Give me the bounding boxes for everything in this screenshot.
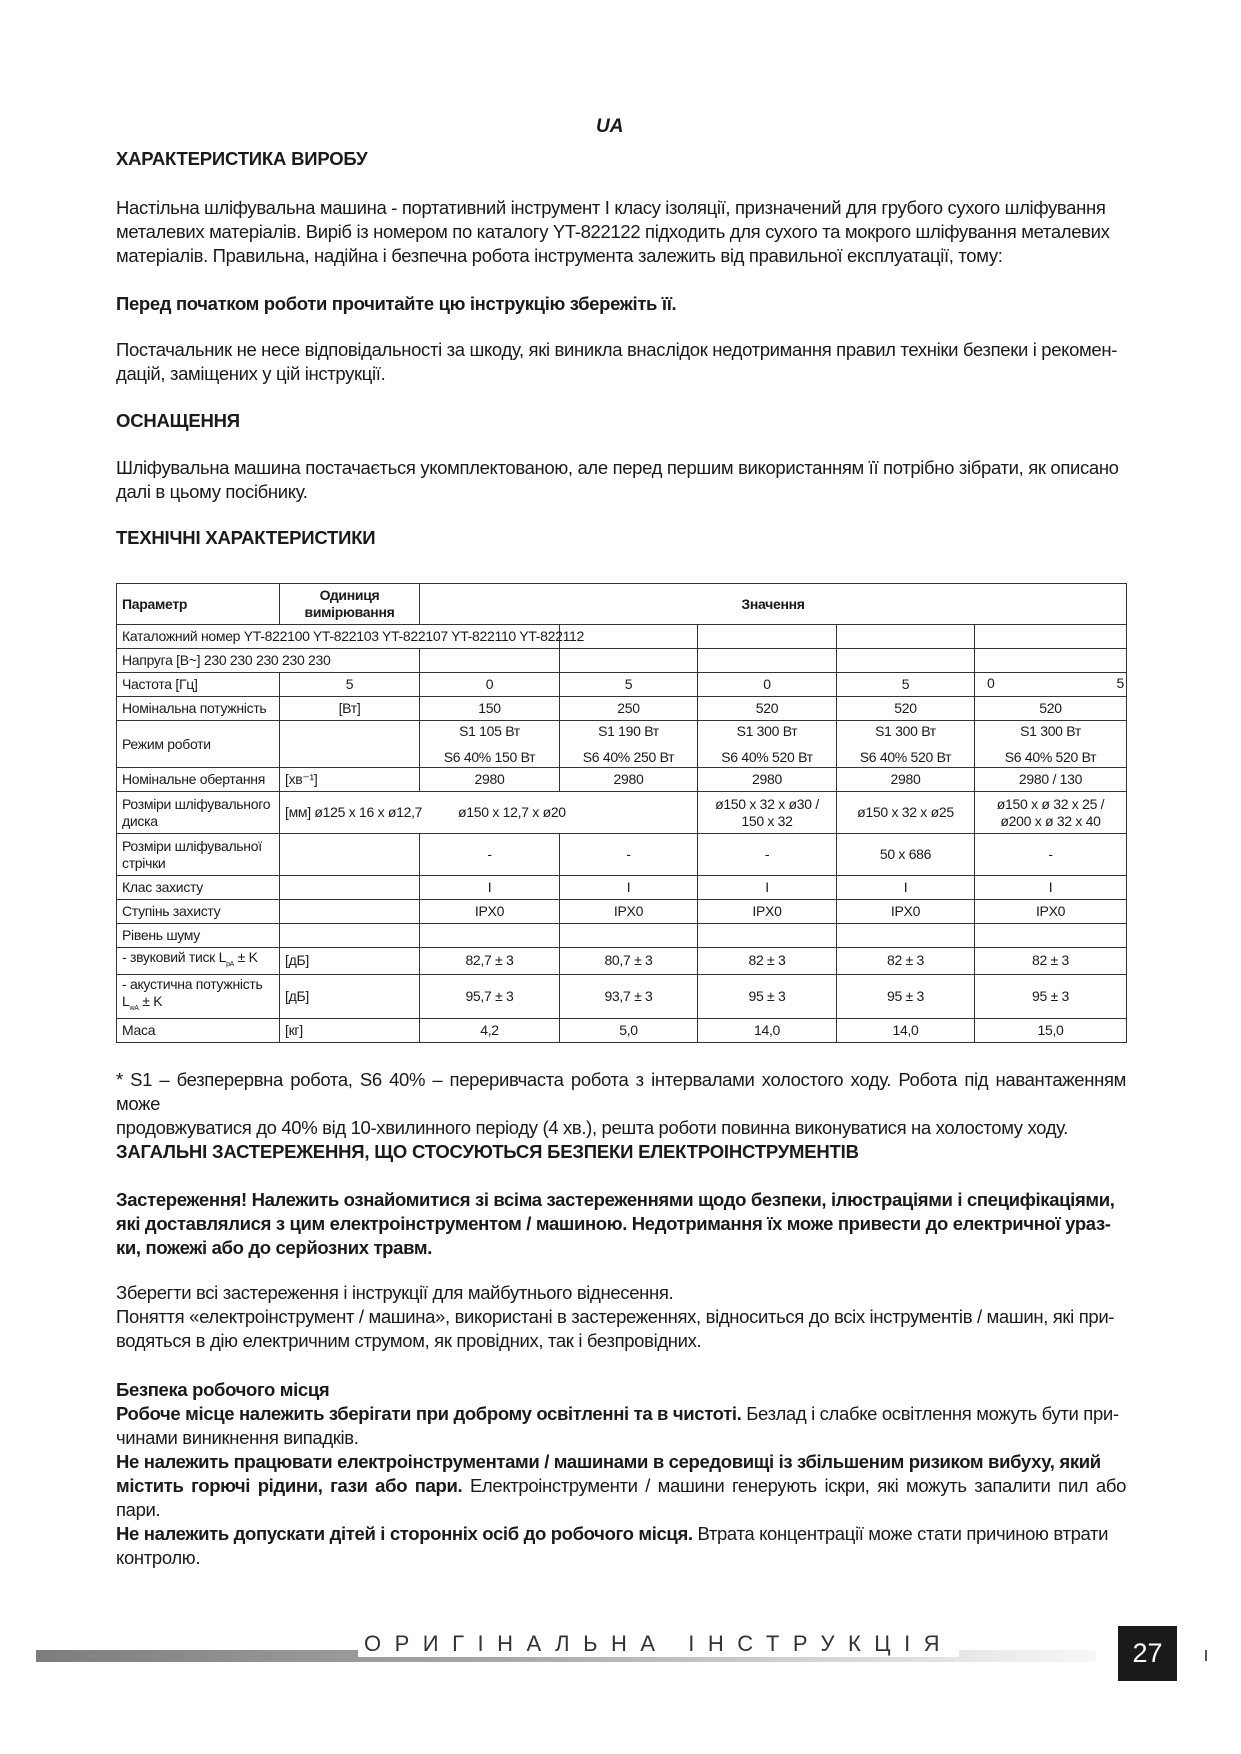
value-cell: 95 ± 3	[698, 974, 837, 1018]
text-line: Постачальник не несе відповідальності за шкоду, які виникла внаслідок недотримання правил техніки безпеки і рекомен-	[116, 339, 1118, 360]
text-line: Поняття «електроінструмент / машина», використані в застереженнях, відноситься до всіх інструментів / машин, які при-	[116, 1306, 1115, 1327]
frequency-label: Частота [Гц]	[117, 673, 280, 697]
mode-s1: S1 300 Вт	[736, 723, 798, 739]
equipment-title: ОСНАЩЕННЯ	[116, 410, 240, 431]
header-unit-line: вимірювання	[304, 604, 395, 620]
value-cell: 0	[420, 673, 560, 697]
value-cell: 5	[560, 673, 698, 697]
text: Електроінструменти / машини генерують іскри, які можуть запалити пил або пари.	[116, 1475, 1127, 1520]
text: Втрата концентрації може стати причиною втрати	[692, 1523, 1109, 1544]
value-cell: 15,0	[975, 1018, 1127, 1042]
header-parameter: Параметр	[117, 584, 280, 625]
bold-text: Робоче місце належить зберігати при доброму освітленні та в чистоті.	[116, 1403, 742, 1424]
value-cell: -	[420, 834, 560, 876]
noise-label: Рівень шуму	[117, 924, 280, 948]
liability-note	[116, 338, 1126, 386]
text-line: дацій, заміщених у цій інструкції.	[116, 363, 386, 384]
value-cell	[420, 721, 560, 768]
value-cell	[975, 792, 1127, 834]
empty-cell	[975, 924, 1127, 948]
text-line: Настільна шліфувальна машина - портативний інструмент I класу ізоляції, призначений для грубого сухого шліфування	[116, 197, 1106, 218]
label-subscript: wA	[129, 1004, 139, 1012]
value-cell: 95 ± 3	[975, 974, 1127, 1018]
value-cell	[698, 792, 837, 834]
unit-cell: [кг]	[280, 1018, 420, 1042]
label-line: Розміри шліфувального	[122, 795, 271, 812]
value-cell: I	[420, 876, 560, 900]
text-line: чинами виникнення випадків.	[116, 1427, 359, 1448]
tech-specs-table	[116, 583, 1127, 1043]
workplace-title: Безпека робочого місця	[116, 1379, 330, 1400]
value-cell: 95,7 ± 3	[420, 974, 560, 1018]
mode-footnote	[116, 1068, 1126, 1140]
mode-s6: S6 40% 520 Вт	[1004, 749, 1097, 765]
text-line: Шліфувальна машина постачається укомплектованою, але перед першим використанням її потрібно зібрати, як описано	[116, 457, 1119, 478]
value-line: ø150 x ø 32 x 25 /	[996, 795, 1105, 812]
value-cell	[698, 721, 837, 768]
value-text: 0	[987, 675, 995, 691]
mode-s6: S6 40% 520 Вт	[859, 749, 952, 765]
value-cell: 150	[420, 697, 560, 721]
empty-cell	[975, 625, 1127, 649]
value-cell: IPX0	[975, 900, 1127, 924]
value-cell: 5,0	[560, 1018, 698, 1042]
table-row-speed	[117, 768, 1127, 792]
header-unit-line: Одиниця	[319, 587, 380, 603]
mass-label: Маса	[117, 1018, 280, 1042]
unit-cell: [дБ]	[280, 948, 420, 975]
table-row-belt	[117, 834, 1127, 876]
class-label: Клас захисту	[117, 876, 280, 900]
unit-cell: [Вт]	[280, 697, 420, 721]
text-line	[116, 1522, 1126, 1546]
label-line: - акустична потужність	[122, 975, 263, 992]
bold-text: Не належить допускати дітей і сторонніх осіб до робочого місця.	[116, 1523, 693, 1544]
value-cell: 2980	[560, 768, 698, 792]
value-cell	[975, 721, 1127, 768]
label-subscript: pA	[226, 960, 235, 968]
table-row-power	[117, 697, 1127, 721]
empty-cell	[280, 924, 420, 948]
empty-cell	[420, 924, 560, 948]
value-cell: IPX0	[560, 900, 698, 924]
value-cell: IPX0	[698, 900, 837, 924]
page-number: 27	[1118, 1626, 1177, 1681]
empty-cell	[280, 721, 420, 768]
value-cell: 2980	[420, 768, 560, 792]
power-label: Номінальна потужність	[117, 697, 280, 721]
catalog-cell: Каталожний номер YT-822100 YT-822103 YT-822107 YT-822110 YT-822112	[117, 625, 560, 649]
acoustic-label	[117, 974, 280, 1018]
value-cell: IPX0	[837, 900, 975, 924]
mode-label: Режим роботи	[117, 721, 280, 768]
equipment-description	[116, 456, 1126, 504]
value-cell: -	[698, 834, 837, 876]
value-cell: 82 ± 3	[975, 948, 1127, 975]
ip-label: Ступінь захисту	[117, 900, 280, 924]
value-cell: 50 x 686	[837, 834, 975, 876]
table-row-catalog	[117, 625, 1127, 649]
footer-label: ОРИГІНАЛЬНА ІНСТРУКЦІЯ	[358, 1631, 959, 1657]
label-line: стрічки	[122, 854, 166, 871]
value-cell: 2980 / 130	[975, 768, 1127, 792]
speed-label: Номінальне обертання	[117, 768, 280, 792]
table-row-mode	[117, 721, 1127, 768]
empty-cell	[698, 649, 837, 673]
value-cell: 250	[560, 697, 698, 721]
table-row-mass	[117, 1018, 1127, 1042]
text-line: Не належить працювати електроінструментами / машинами в середовищі із збільшеним ризиком вибуху, який	[116, 1451, 1101, 1472]
value-cell: 93,7 ± 3	[560, 974, 698, 1018]
value-cell: 2980	[698, 768, 837, 792]
workplace-safety	[116, 1378, 1126, 1570]
table-row-acoustic	[117, 974, 1127, 1018]
empty-cell	[698, 924, 837, 948]
empty-cell	[420, 649, 560, 673]
unit-cell: [дБ]	[280, 974, 420, 1018]
mode-s1: S1 300 Вт	[875, 723, 936, 739]
label-text: L	[122, 992, 130, 1009]
text: Безлад і слабке освітлення можуть бути при-	[741, 1403, 1119, 1424]
text-line: далі в цьому посібнику.	[116, 481, 308, 502]
empty-cell	[280, 900, 420, 924]
empty-cell	[837, 649, 975, 673]
empty-cell	[280, 876, 420, 900]
value-cell: 82,7 ± 3	[420, 948, 560, 975]
empty-cell	[560, 924, 698, 948]
empty-cell	[837, 924, 975, 948]
text-line: * S1 – безперервна робота, S6 40% – переривчаста робота з інтервалами холостого ходу. Робота під навантаженням може	[116, 1069, 1126, 1114]
label-line: диска	[122, 812, 158, 829]
label-line: Розміри шліфувальної	[122, 837, 262, 854]
value-cell: 82 ± 3	[698, 948, 837, 975]
text-line: контролю.	[116, 1547, 201, 1568]
language-code: UA	[596, 116, 624, 137]
value-cell: 5	[837, 673, 975, 697]
disc-unit-values: [мм] ø125 x 16 x ø12,7 ø150 x 12,7 x ø20	[280, 792, 698, 834]
value-cell: I	[837, 876, 975, 900]
value-cell: I	[560, 876, 698, 900]
footer-tick	[1205, 1650, 1207, 1661]
value-line: 150 x 32	[741, 812, 793, 829]
table-row-disc	[117, 792, 1127, 834]
value-cell: 14,0	[698, 1018, 837, 1042]
value-cell	[837, 721, 975, 768]
value-cell: 0	[698, 673, 837, 697]
safety-warning	[116, 1188, 1126, 1260]
value-cell: IPX0	[420, 900, 560, 924]
table-row-ip	[117, 900, 1127, 924]
voltage-cell: Напруга [В~] 230 230 230 230 230	[117, 649, 420, 673]
empty-cell	[560, 649, 698, 673]
table-row-class	[117, 876, 1127, 900]
mode-s6: S6 40% 250 Вт	[582, 749, 675, 765]
label-line	[122, 993, 274, 1017]
label-text: - звуковий тиск L	[122, 949, 227, 965]
value-cell: -	[560, 834, 698, 876]
empty-cell	[698, 625, 837, 649]
keep-instructions	[116, 1281, 1126, 1353]
text-line: продовжуватися до 40% від 10-хвилинного періоду (4 хв.), решта роботи повинна виконуватися на холостому ходу.	[116, 1117, 1068, 1138]
mode-s1: S1 190 Вт	[598, 723, 659, 739]
table-row-voltage	[117, 649, 1127, 673]
value-cell: I	[698, 876, 837, 900]
value-cell: 2980	[837, 768, 975, 792]
mode-s6: S6 40% 150 Вт	[443, 749, 536, 765]
header-unit	[280, 584, 420, 625]
text-line: які доставлялися з цим електроінструментом / машиною. Недотримання їх може привести до електричної ураз-	[116, 1213, 1111, 1234]
text-line	[116, 1402, 1126, 1426]
label-text: ± K	[138, 992, 163, 1009]
table-row-noise	[117, 924, 1127, 948]
value-cell: I	[975, 876, 1127, 900]
empty-cell	[837, 625, 975, 649]
value-cell: ø150 x 32 x ø25	[837, 792, 975, 834]
bold-text: містить горючі рідини, гази або пари.	[116, 1475, 463, 1496]
value-line: ø150 x 32 x ø30 /	[715, 795, 819, 812]
empty-cell	[280, 834, 420, 876]
safety-title: ЗАГАЛЬНІ ЗАСТЕРЕЖЕННЯ, ЩО СТОСУЮТЬСЯ БЕЗПЕКИ ЕЛЕКТРОІНСТРУМЕНТІВ	[116, 1141, 859, 1162]
value-cell: 520	[975, 697, 1127, 721]
value-cell: 4,2	[420, 1018, 560, 1042]
tech-specs-title: ТЕХНІЧНІ ХАРАКТЕРИСТИКИ	[116, 527, 376, 548]
value-cell: 95 ± 3	[837, 974, 975, 1018]
text-line: матеріалів. Правильна, надійна і безпечна робота інструмента залежить від правильної експлуатації, тому:	[116, 245, 1003, 266]
read-instructions-note: Перед початком роботи прочитайте цю інструкцію збережіть її.	[116, 293, 677, 314]
mode-s6: S6 40% 520 Вт	[721, 749, 813, 765]
label-text: ± K	[234, 949, 258, 965]
value-cell: 80,7 ± 3	[560, 948, 698, 975]
text-line: водяться в дію електричним струмом, як провідних, так і безпровідних.	[116, 1330, 702, 1351]
table-row-pressure	[117, 948, 1127, 975]
unit-cell: [хв⁻¹]	[280, 768, 420, 792]
empty-cell	[975, 649, 1127, 673]
value-cell: 5	[280, 673, 420, 697]
mode-s1: S1 105 Вт	[459, 723, 520, 739]
value-cell	[975, 673, 1127, 697]
value-cell	[560, 721, 698, 768]
text-line: металевих матеріалів. Виріб із номером по каталогу YT-822122 підходить для сухого та мокрого шліфування металевих	[116, 221, 1110, 242]
text-line: ки, пожежі або до серйозних травм.	[116, 1237, 432, 1258]
value-text: 5	[1116, 675, 1125, 691]
value-cell: 82 ± 3	[837, 948, 975, 975]
text-line	[116, 1474, 1126, 1522]
mode-s1: S1 300 Вт	[1020, 723, 1081, 739]
value-cell: -	[975, 834, 1127, 876]
text-line: Зберегти всі застереження і інструкції для майбутнього віднесення.	[116, 1282, 674, 1303]
disc-label	[117, 792, 280, 834]
pressure-label	[117, 948, 280, 975]
table-header-row	[117, 584, 1127, 625]
value-cell: 520	[698, 697, 837, 721]
value-cell: 14,0	[837, 1018, 975, 1042]
table-row-frequency	[117, 673, 1127, 697]
product-description	[116, 196, 1126, 268]
value-line: ø200 x ø 32 x 40	[1000, 812, 1101, 829]
product-title: ХАРАКТЕРИСТИКА ВИРОБУ	[116, 148, 368, 169]
header-values: Значення	[420, 584, 1127, 625]
text-line: Застереження! Належить ознайомитися зі всіма застереженнями щодо безпеки, ілюстраціями і специфікаціями,	[116, 1189, 1115, 1210]
value-cell: 520	[837, 697, 975, 721]
belt-label	[117, 834, 280, 876]
